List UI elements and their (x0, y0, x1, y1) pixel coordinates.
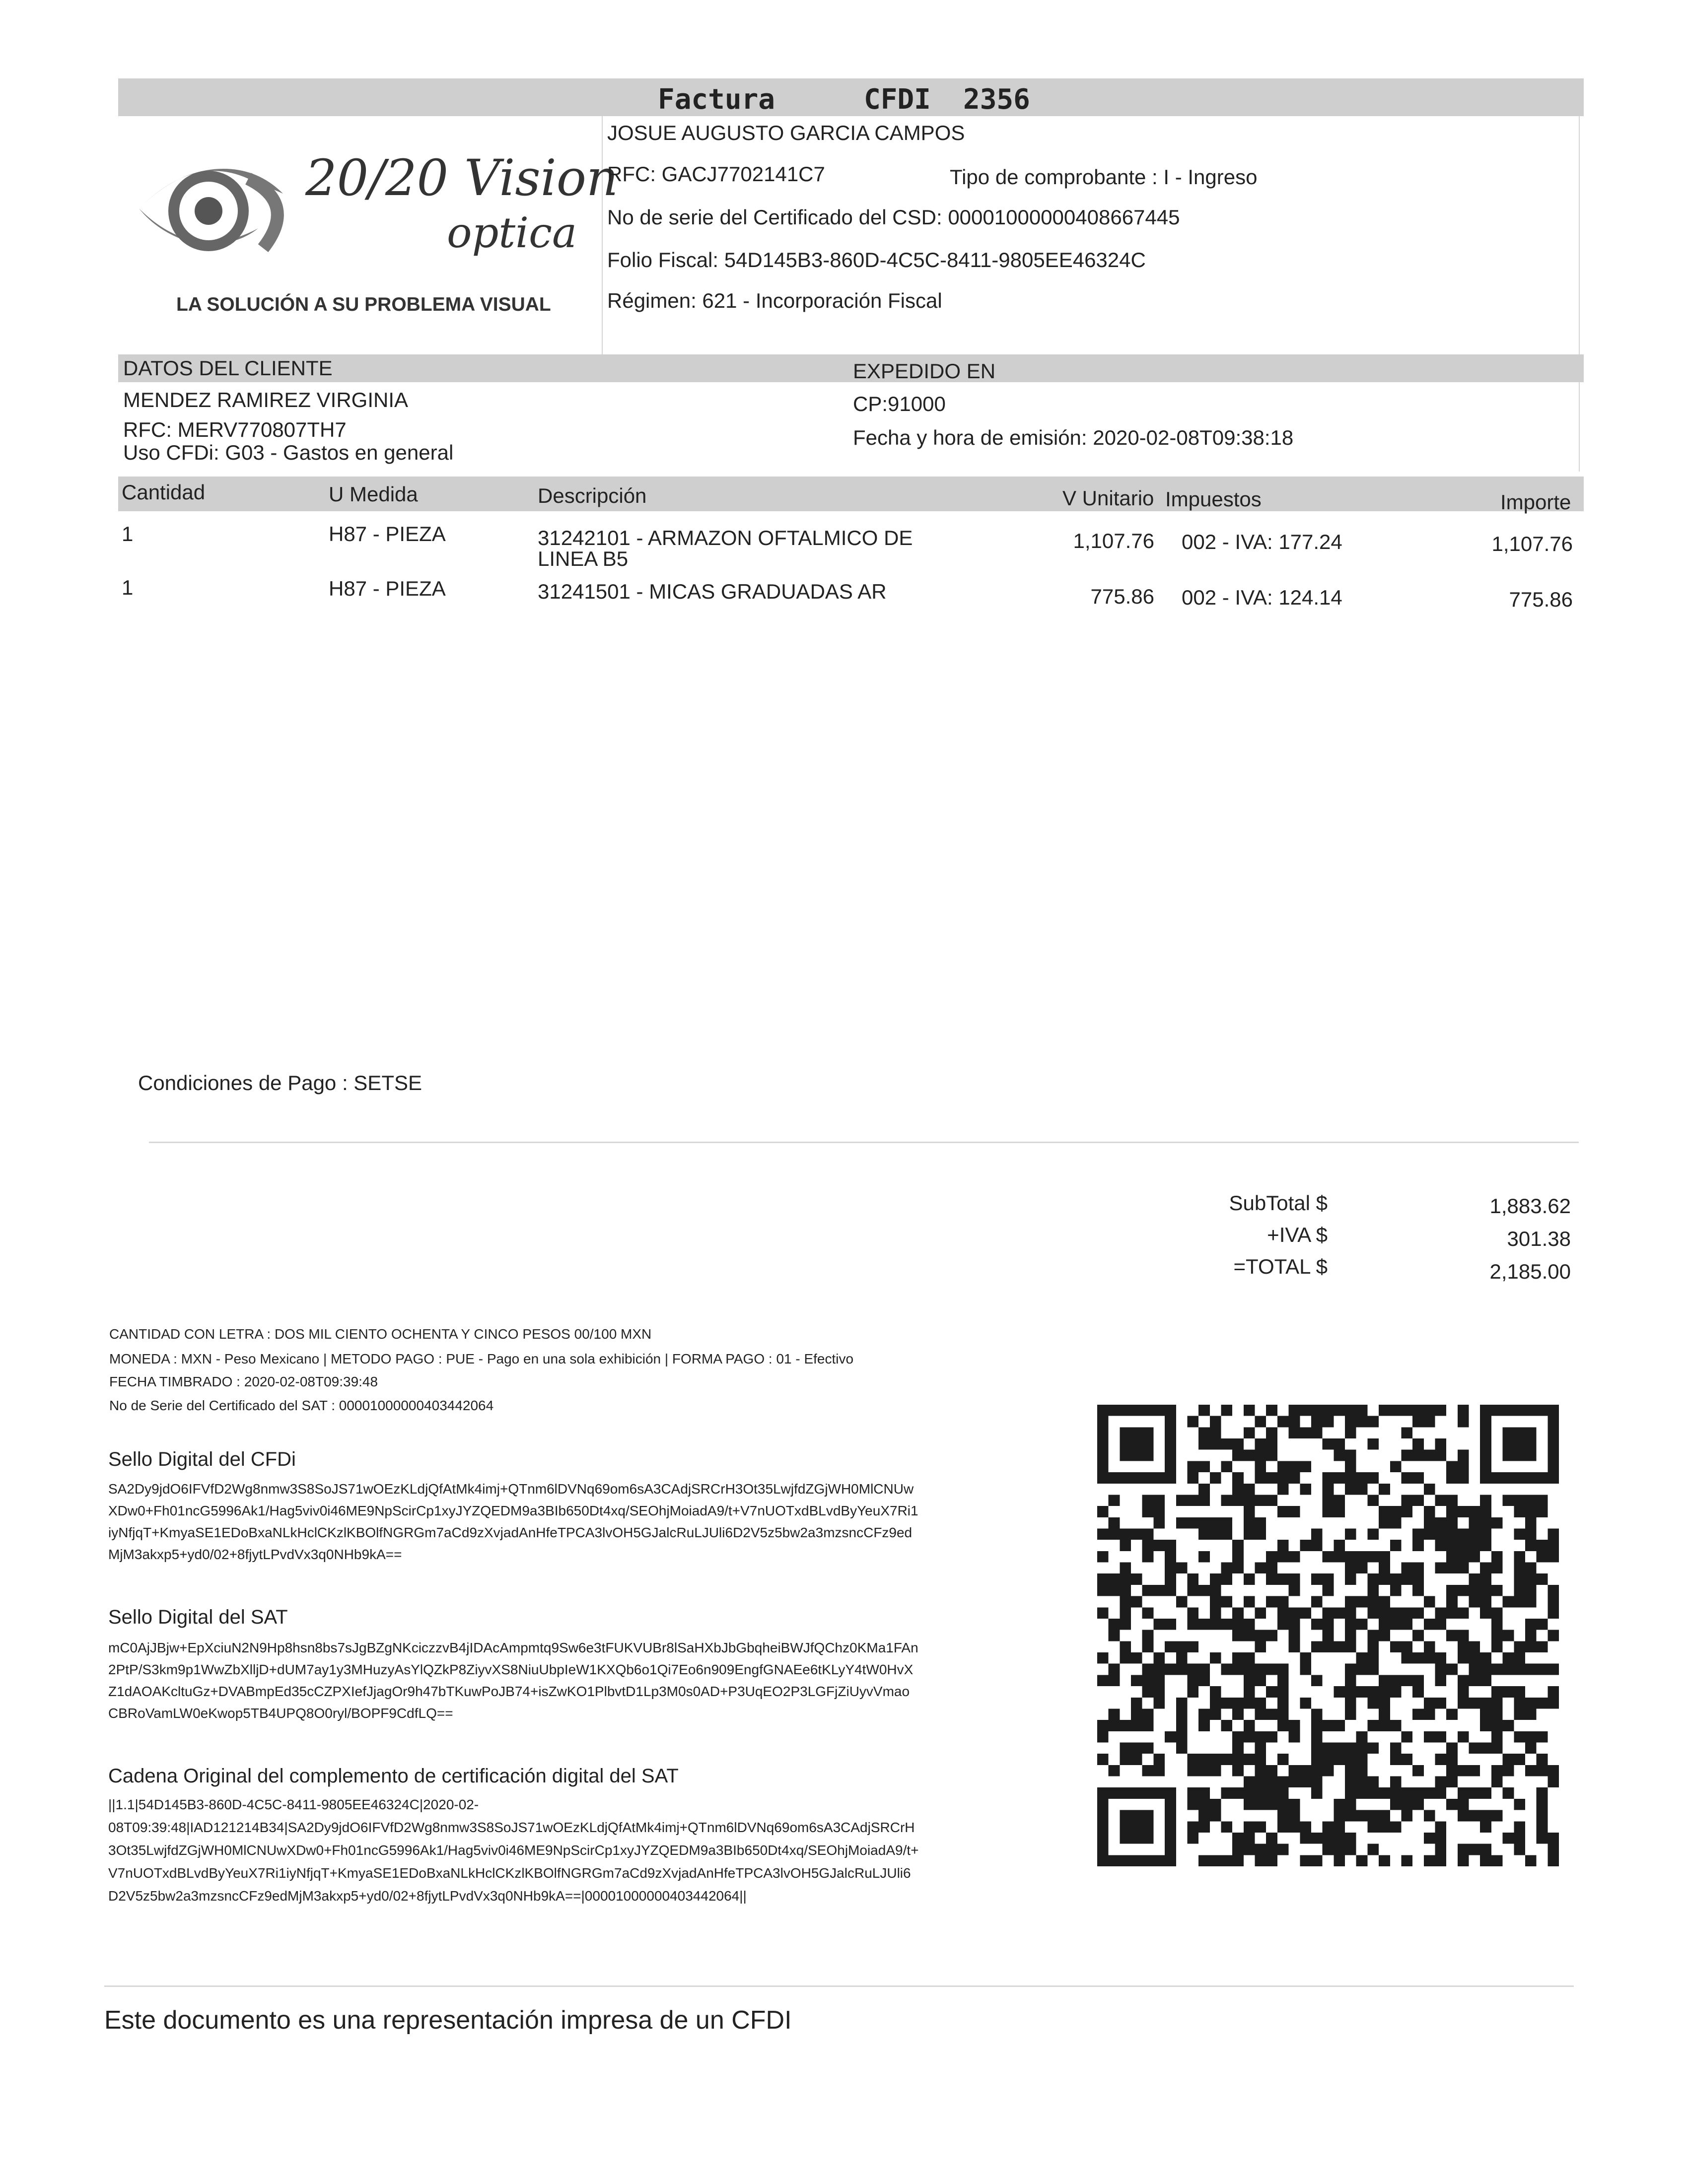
sello-sat-line: CBRoVamLW0eKwop5TB4UPQ8O0ryl/BOPF9CdfLQ== (108, 1706, 453, 1721)
col-header-u-medida: U Medida (329, 482, 418, 506)
total-label: =TOTAL $ (1233, 1255, 1328, 1278)
cell-importe: 775.86 (1509, 588, 1573, 611)
issuer-name: JOSUE AUGUSTO GARCIA CAMPOS (607, 121, 965, 144)
qr-code-icon (1097, 1405, 1559, 1866)
eye-logo-icon (134, 149, 303, 263)
issuer-rfc: RFC: GACJ7702141C7 (607, 162, 825, 186)
company-logo (134, 134, 619, 323)
cell-descripcion: 31241501 - MICAS GRADUADAS AR (538, 580, 887, 603)
cell-cantidad: 1 (122, 522, 134, 546)
brand-tagline: LA SOLUCIÓN A SU PROBLEMA VISUAL (176, 294, 551, 315)
col-header-impuestos: Impuestos (1165, 487, 1262, 511)
sello-cfdi-line: MjM3akxp5+yd0/02+8fjytLPvdVx3q0NHb9kA== (108, 1547, 402, 1562)
cell-impuestos: 002 - IVA: 177.24 (1182, 530, 1342, 553)
certificado-sat: No de Serie del Certificado del SAT : 00001000000403442064 (109, 1398, 494, 1413)
cell-v-unitario: 775.86 (1090, 585, 1154, 608)
brand-subtitle: optica (447, 208, 577, 257)
cadena-title: Cadena Original del complemento de certificación digital del SAT (108, 1765, 679, 1787)
sello-cfdi-title: Sello Digital del CFDi (108, 1448, 296, 1470)
cliente-section-title: DATOS DEL CLIENTE (123, 356, 333, 380)
cell-u-medida: H87 - PIEZA (329, 522, 446, 546)
cadena-line: 3Ot35LwjfdZGjWH0MlCNUwXDw0+Fh01ncG5996Ak1/Hag5viv0i46ME9NpScirCp1xyJYZQEDM9a3BIb650Dt4xq/SEOhjMoiadA9/t+ (108, 1843, 919, 1858)
brand-name: 20/20 Vision (305, 149, 619, 207)
cell-descripcion-cont: LINEA B5 (538, 547, 629, 570)
sello-cfdi-line: SA2Dy9jdO6IFVfD2Wg8nmw3S8SoJS71wOEzKLdjQfAtMk4imj+QTnm6lDVNq69om6sA3CAdjSRCrH3Ot35LwjfdZGjWH0MlCNUw (108, 1481, 914, 1497)
regimen: Régimen: 621 - Incorporación Fiscal (607, 289, 942, 312)
col-header-importe: Importe (1500, 490, 1571, 514)
cliente-name: MENDEZ RAMIREZ VIRGINIA (123, 388, 409, 411)
cell-cantidad: 1 (122, 576, 134, 599)
iva-label: +IVA $ (1267, 1223, 1328, 1246)
col-header-cantidad: Cantidad (122, 480, 206, 504)
footer-note: Este documento es una representación impresa de un CFDI (104, 2006, 792, 2035)
doc-type-title: Factura (658, 83, 775, 116)
col-header-v-unitario: V Unitario (1062, 486, 1154, 510)
sello-sat-line: Z1dAOAKcltuGz+DVABmpEd35cCZPXIefJjagOr9h47bTKuwPoJB74+isZwKO1PlbvtD1Lp3M0s0AD+P3UqEO2P3LGFjZiUyvVmao (108, 1684, 910, 1699)
sello-cfdi-line: XDw0+Fh01ncG5996Ak1/Hag5viv0i46ME9NpScirCp1xyJYZQEDM9a3BIb650Dt4xq/SEOhjMoiadA9/t+V7nUOTxdBLvdByYeuX7Ri1 (108, 1503, 918, 1518)
fecha-timbrado: FECHA TIMBRADO : 2020-02-08T09:39:48 (109, 1374, 378, 1389)
total-value: 2,185.00 (1489, 1260, 1571, 1283)
certificado-csd: No de serie del Certificado del CSD: 00001000000408667445 (607, 205, 1180, 229)
sello-sat-line: mC0AjJBjw+EpXciuN2N9Hp8hsn8bs7sJgBZgNKciczzvB4jIDAcAmpmtq9Sw6e3tFUKVUBr8lSaHXbJbGbqheiBWJfQChz0KMa1FAn (108, 1640, 918, 1655)
sello-sat-line: 2PtP/S3km9p1WwZbXlljD+dUM7ay1y3MHuzyAsYlQZkP8ZiyvXS8NiuUbpIeW1KXQb6o1Qi7Eo6n909EngfGNAEe6tKLyY4tW0HvX (108, 1662, 914, 1677)
expedido-section-title: EXPEDIDO EN (853, 359, 996, 383)
cliente-uso-cfdi: Uso CFDi: G03 - Gastos en general (123, 441, 454, 464)
cfdi-number: 2356 (963, 83, 1030, 116)
fecha-emision: Fecha y hora de emisión: 2020-02-08T09:38:18 (853, 426, 1294, 449)
col-header-descripcion: Descripción (538, 484, 647, 507)
condiciones-pago: Condiciones de Pago : SETSE (138, 1071, 422, 1094)
cadena-line: 08T09:39:48|IAD121214B34|SA2Dy9jdO6IFVfD2Wg8nmw3S8SoJS71wOEzKLdjQfAtMk4imj+QTnm6lDVNq69om6sA3CAdjSRCrH (108, 1820, 915, 1835)
subtotal-label: SubTotal $ (1229, 1191, 1328, 1215)
expedido-cp: CP:91000 (853, 392, 946, 415)
cell-importe: 1,107.76 (1491, 532, 1573, 555)
cfdi-label: CFDI (864, 83, 931, 116)
cadena-line: ||1.1|54D145B3-860D-4C5C-8411-9805EE46324C|2020-02- (108, 1797, 479, 1812)
moneda-metodo-forma: MONEDA : MXN - Peso Mexicano | METODO PAGO : PUE - Pago en una sola exhibición | FORMA PAGO : 01 - Efectivo (109, 1351, 854, 1366)
cadena-line: D2V5z5bw2a3mzsncCFz9edMjM3akxp5+yd0/02+8fjytLPvdVx3q0NHb9kA==|00001000000403442064|| (108, 1888, 747, 1904)
iva-value: 301.38 (1507, 1227, 1571, 1250)
cliente-rfc: RFC: MERV770807TH7 (123, 418, 347, 441)
folio-fiscal: Folio Fiscal: 54D145B3-860D-4C5C-8411-9805EE46324C (607, 248, 1146, 272)
subtotal-value: 1,883.62 (1489, 1194, 1571, 1218)
cell-v-unitario: 1,107.76 (1073, 529, 1154, 552)
cantidad-letra: CANTIDAD CON LETRA : DOS MIL CIENTO OCHENTA Y CINCO PESOS 00/100 MXN (109, 1326, 652, 1342)
sello-cfdi-line: iyNfjqT+KmyaSE1EDoBxaNLkHclCKzlKBOlfNGRGm7aCd9zXvjadAnHfeTPCA3lvOH5GJalcRuLJUli6D2V5z5bw2a3mzsncCFz9ed (108, 1525, 913, 1540)
cell-impuestos: 002 - IVA: 124.14 (1182, 586, 1342, 609)
tipo-comprobante: Tipo de comprobante : I - Ingreso (950, 165, 1258, 189)
sello-sat-title: Sello Digital del SAT (108, 1606, 288, 1628)
cell-u-medida: H87 - PIEZA (329, 577, 446, 600)
cell-descripcion: 31242101 - ARMAZON OFTALMICO DE (538, 526, 913, 549)
cadena-line: V7nUOTxdBLvdByYeuX7Ri1iyNfjqT+KmyaSE1EDoBxaNLkHclCKzlKBOlfNGRGm7aCd9zXvjadAnHfeTPCA3lvOH5GJalcRuLJUli6 (108, 1865, 911, 1881)
